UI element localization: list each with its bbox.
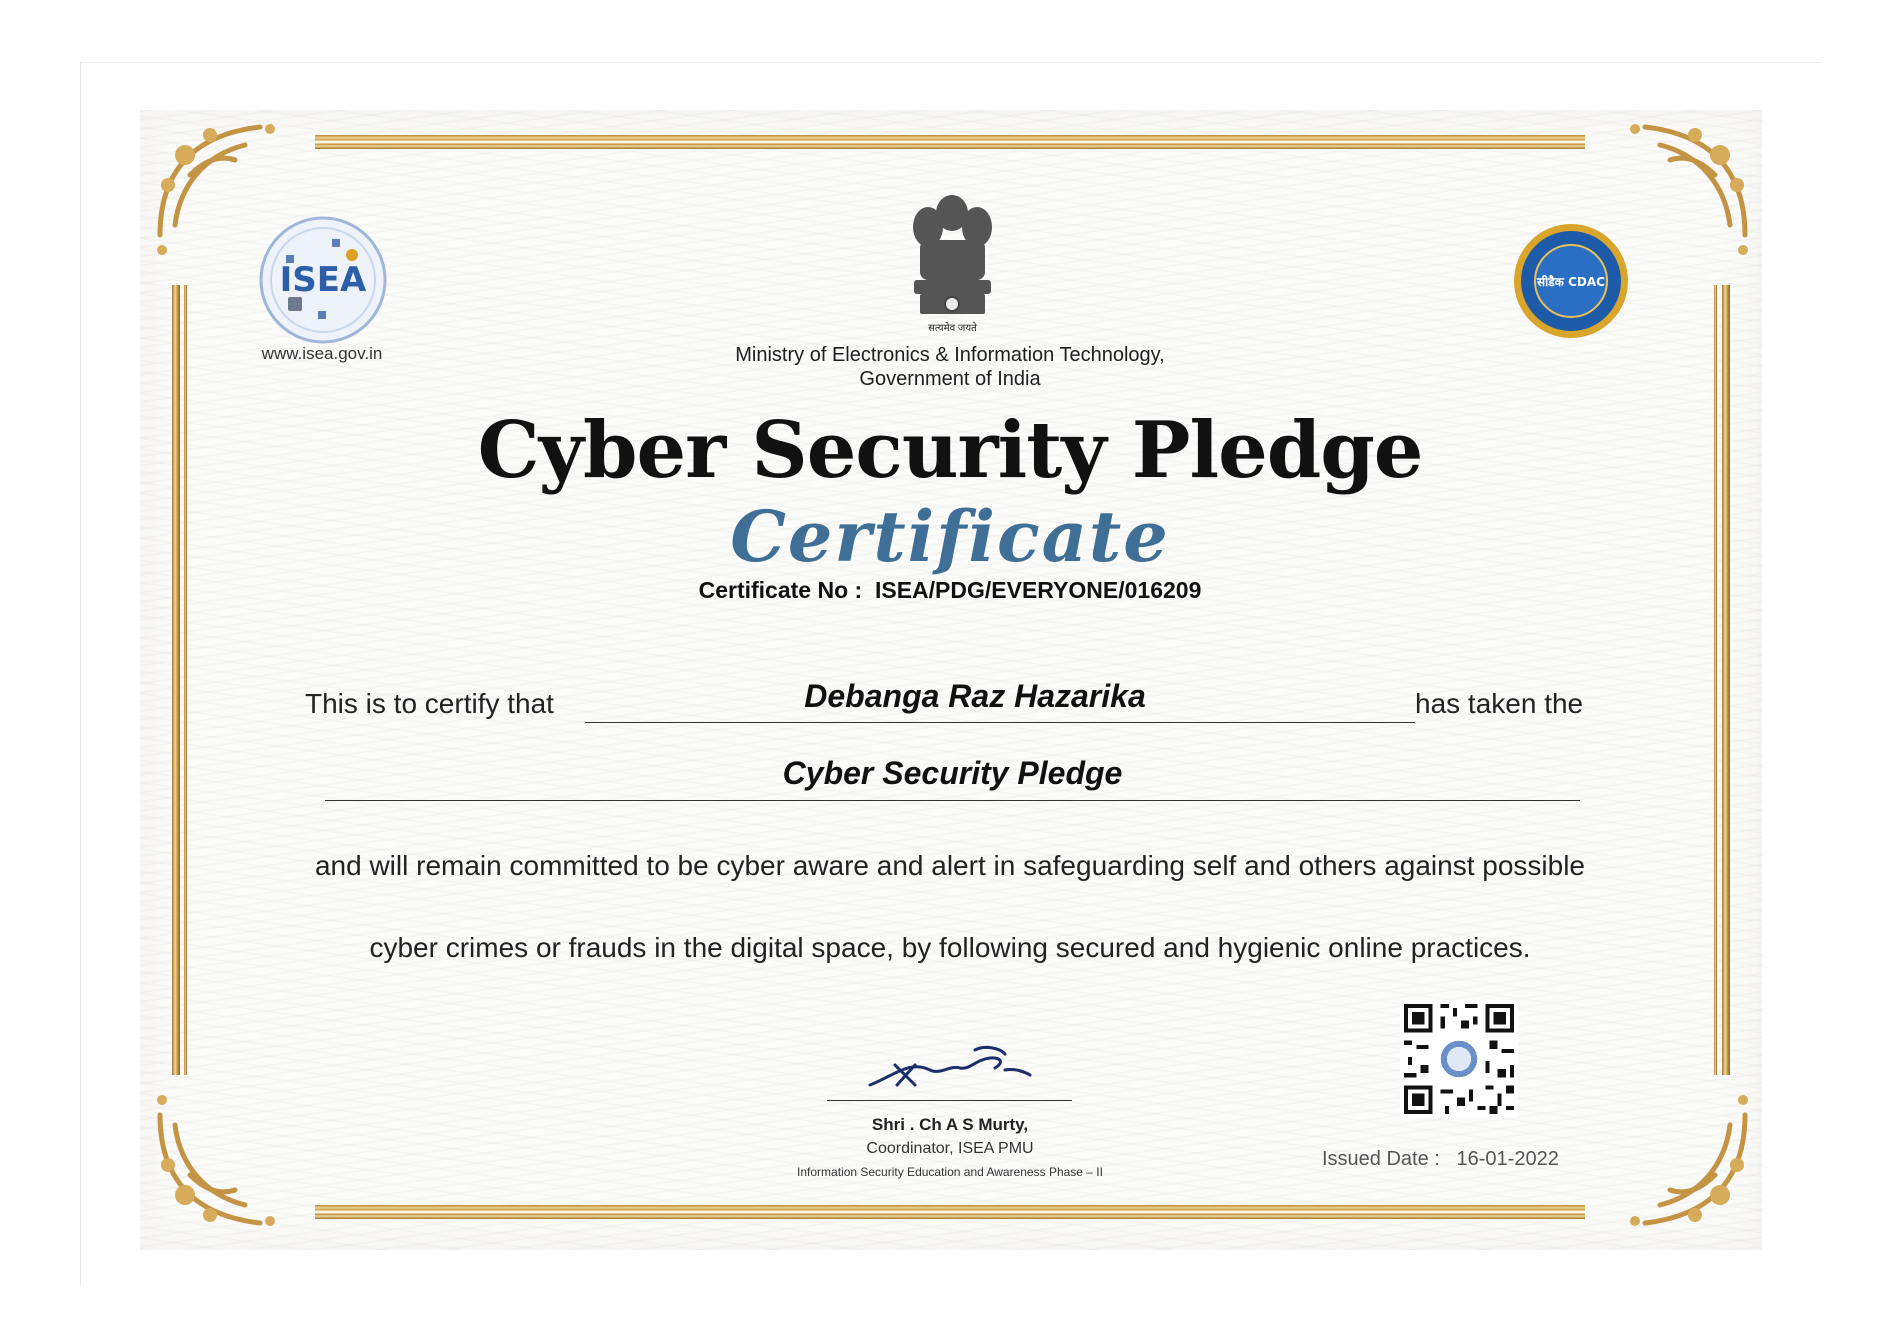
left-border-inner bbox=[184, 285, 187, 1075]
ministry-line-1: Ministry of Electronics & Information Technology, bbox=[735, 344, 1165, 366]
name-underline bbox=[585, 722, 1415, 723]
ministry-line-2: Government of India bbox=[859, 368, 1041, 390]
signatory-org: Information Security Education and Awareness Phase – II bbox=[797, 1165, 1103, 1179]
isea-logo-text: ISEA bbox=[279, 260, 367, 300]
bottom-border bbox=[315, 1205, 1585, 1219]
isea-logo-icon bbox=[258, 215, 388, 345]
certify-suffix: has taken the bbox=[1415, 688, 1584, 719]
issued-date-value: 16-01-2022 bbox=[1456, 1148, 1559, 1170]
signatory-name: Shri . Ch A S Murty, bbox=[871, 1115, 1029, 1134]
cdac-seal-icon bbox=[1512, 222, 1630, 340]
top-border bbox=[315, 135, 1585, 149]
national-emblem-icon bbox=[900, 185, 1005, 335]
certificate-number bbox=[610, 577, 1290, 604]
ministry-name bbox=[690, 343, 1210, 391]
issued-date bbox=[1322, 1148, 1602, 1171]
signatory-role: Coordinator, ISEA PMU bbox=[866, 1140, 1034, 1157]
emblem-motto: सत्यमेव जयते bbox=[928, 323, 977, 334]
certificate-number-label: Certificate No : bbox=[698, 577, 863, 603]
pledge-underline bbox=[325, 800, 1580, 801]
right-border bbox=[1722, 285, 1730, 1075]
commitment-line-1: and will remain committed to be cyber aware and alert in safeguarding self and others against possible bbox=[314, 850, 1586, 881]
issued-date-label: Issued Date : bbox=[1322, 1148, 1440, 1170]
corner-ornament-bottom-right-icon bbox=[1605, 1085, 1755, 1235]
signature-icon bbox=[855, 1030, 1045, 1100]
recipient-name: Debanga Raz Hazarika bbox=[804, 678, 1146, 714]
qr-code-icon bbox=[1400, 1000, 1518, 1118]
commitment-line-2: cyber crimes or frauds in the digital space, by following secured and hygienic online practices. bbox=[369, 932, 1531, 963]
certificate-subtitle: Certificate bbox=[730, 495, 1170, 578]
certificate-number-value: ISEA/PDG/EVERYONE/016209 bbox=[874, 577, 1202, 603]
certify-prefix: This is to certify that bbox=[305, 688, 554, 719]
certificate-title: Cyber Security Pledge bbox=[477, 405, 1423, 496]
left-border bbox=[172, 285, 180, 1075]
cdac-logo-text: सीडैक CDAC bbox=[1537, 275, 1605, 289]
signature-line bbox=[827, 1100, 1072, 1101]
pledge-name: Cyber Security Pledge bbox=[782, 755, 1123, 791]
corner-ornament-bottom-left-icon bbox=[150, 1085, 300, 1235]
right-border-inner bbox=[1714, 285, 1717, 1075]
isea-url: www.isea.gov.in bbox=[261, 344, 383, 363]
